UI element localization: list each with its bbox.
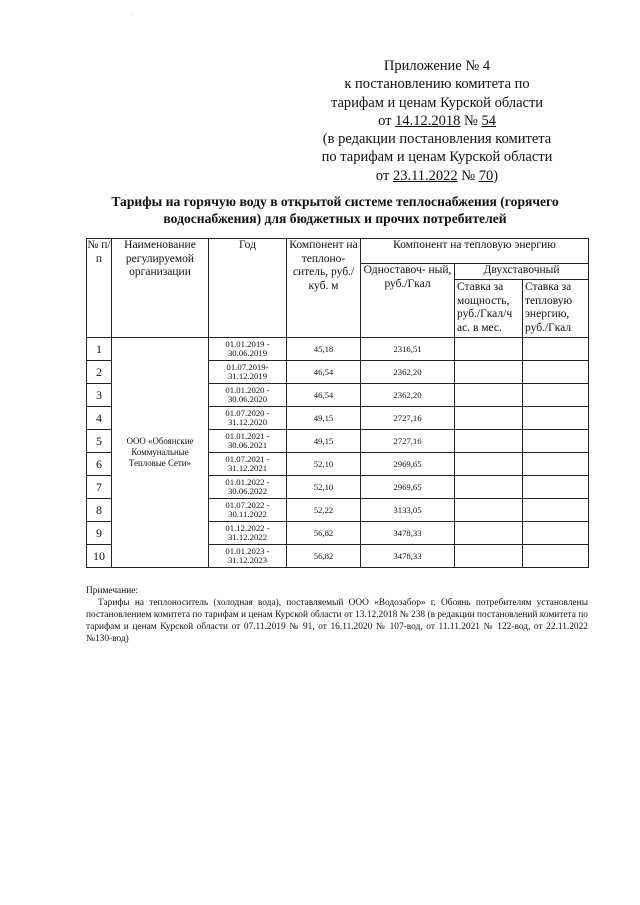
row-period: 01.07.2022 - 30.11.2022 (209, 499, 287, 522)
row-energy (523, 522, 589, 545)
row-single: 3478,33 (361, 545, 455, 568)
appendix-date-line: от 14.12.2018 № 54 (378, 112, 496, 129)
row-single: 3478,33 (361, 522, 455, 545)
note-text: Тарифы на теплоноситель (холодная вода), поставляемый ООО «Водозабор» г. Обоянь потребителям установлены постановлением комитета по тарифам и ценам Курской области от 13.12.2018 № 238 (в редакции постановлений комитета по тарифам и ценам Курской области от 07.11.2019 № 91, от 16.11.2020 № 107-вод, от 11.11.2021 № 122-вод, от 22.11.2022 №130-вод) (86, 598, 588, 644)
appendix-date: 14.12.2018 (395, 112, 461, 129)
row-period: 01.07.2019- 31.12.2019 (209, 361, 287, 384)
header-energy-rate: Ставка за тепловую энергию, руб./Гкал (523, 280, 589, 338)
appendix-line: (в редакции постановления комитета (322, 131, 552, 148)
row-single: 2969,65 (361, 476, 455, 499)
row-number: 3 (87, 384, 112, 407)
note-heading: Примечание: (86, 586, 139, 596)
header-power-rate: Ставка за мощность, руб./Гкал/ч ас. в мес. (455, 280, 523, 338)
header-carrier: Компонент на теплоно- ситель, руб./куб. м (287, 239, 361, 338)
row-number: 2 (87, 361, 112, 384)
row-power (455, 361, 523, 384)
header-year: Год (209, 239, 287, 338)
row-period: 01.07.2021 - 31.12.2021 (209, 453, 287, 476)
row-period: 01.07.2020 - 31.12.2020 (209, 407, 287, 430)
appendix-line: тарифам и ценам Курской области (330, 94, 544, 111)
row-single: 2727,16 (361, 430, 455, 453)
row-single: 2362,20 (361, 361, 455, 384)
table-row (87, 338, 589, 361)
appendix-title: Приложение № 4 (383, 58, 491, 74)
row-period: 01.01.2021 - 30.06.2021 (209, 430, 287, 453)
row-energy (523, 476, 589, 499)
row-power (455, 545, 523, 568)
row-single: 2969,65 (361, 453, 455, 476)
row-carrier: 45,18 (287, 338, 361, 361)
row-energy (523, 361, 589, 384)
header-two-rate: Двухставочный (455, 264, 589, 280)
row-power (455, 407, 523, 430)
edit-date: 23.11.2022 (392, 167, 458, 184)
tariff-table (86, 238, 589, 568)
row-power (455, 522, 523, 545)
row-period: 01.12.2022 - 31.12.2022 (209, 522, 287, 545)
row-carrier: 52,10 (287, 453, 361, 476)
row-energy (523, 407, 589, 430)
organization-name: ООО «Обоянские Коммунальные Тепловые Сети» (112, 338, 209, 568)
appendix-line: по тарифам и ценам Курской области (321, 149, 553, 166)
row-power (455, 384, 523, 407)
scan-mark: · (131, 12, 133, 18)
row-carrier: 52,22 (287, 499, 361, 522)
row-number: 8 (87, 499, 112, 522)
row-single: 2727,16 (361, 407, 455, 430)
row-energy (523, 499, 589, 522)
row-number: 5 (87, 430, 112, 453)
appendix-header (302, 57, 572, 185)
row-number: 6 (87, 453, 112, 476)
row-power (455, 453, 523, 476)
row-carrier: 56,82 (287, 522, 361, 545)
row-carrier: 56,82 (287, 545, 361, 568)
edit-number: 70 (478, 167, 494, 184)
header-single-rate: Одноставоч- ный, руб./Гкал (361, 264, 455, 338)
row-energy (523, 430, 589, 453)
row-single: 2362,20 (361, 384, 455, 407)
row-energy (523, 384, 589, 407)
row-carrier: 49,15 (287, 407, 361, 430)
row-power (455, 476, 523, 499)
header-organization: Наименование регулируемой организации (112, 239, 209, 338)
row-energy (523, 453, 589, 476)
row-carrier: 52,10 (287, 476, 361, 499)
row-carrier: 46,54 (287, 361, 361, 384)
row-period: 01.01.2019 - 30.06.2019 (209, 338, 287, 361)
row-number: 7 (87, 476, 112, 499)
row-energy (523, 545, 589, 568)
row-energy (523, 338, 589, 361)
appendix-line: к постановлению комитета по (344, 76, 530, 93)
header-number: № п/п (87, 239, 112, 338)
row-power (455, 499, 523, 522)
row-number: 10 (87, 545, 112, 568)
row-number: 1 (87, 338, 112, 361)
note-section (86, 585, 588, 645)
document-title: Тарифы на горячую воду в открытой системе теплоснабжения (горячего водоснабжения) для бюджетных и прочих потребителей (111, 194, 559, 226)
row-single: 2316,51 (361, 338, 455, 361)
header-heat-energy: Компонент на тепловую энергию (361, 239, 589, 264)
row-period: 01.01.2020 - 30.06.2020 (209, 384, 287, 407)
row-single: 3133,05 (361, 499, 455, 522)
row-power (455, 338, 523, 361)
row-period: 01.01.2022 - 30.06.2022 (209, 476, 287, 499)
row-carrier: 46,54 (287, 384, 361, 407)
row-power (455, 430, 523, 453)
row-number: 4 (87, 407, 112, 430)
appendix-edit-line: от 23.11.2022 № 70) (375, 167, 499, 184)
row-carrier: 49,15 (287, 430, 361, 453)
row-number: 9 (87, 522, 112, 545)
row-period: 01.01.2023 - 31.12.2023 (209, 545, 287, 568)
appendix-number: 54 (481, 112, 496, 129)
